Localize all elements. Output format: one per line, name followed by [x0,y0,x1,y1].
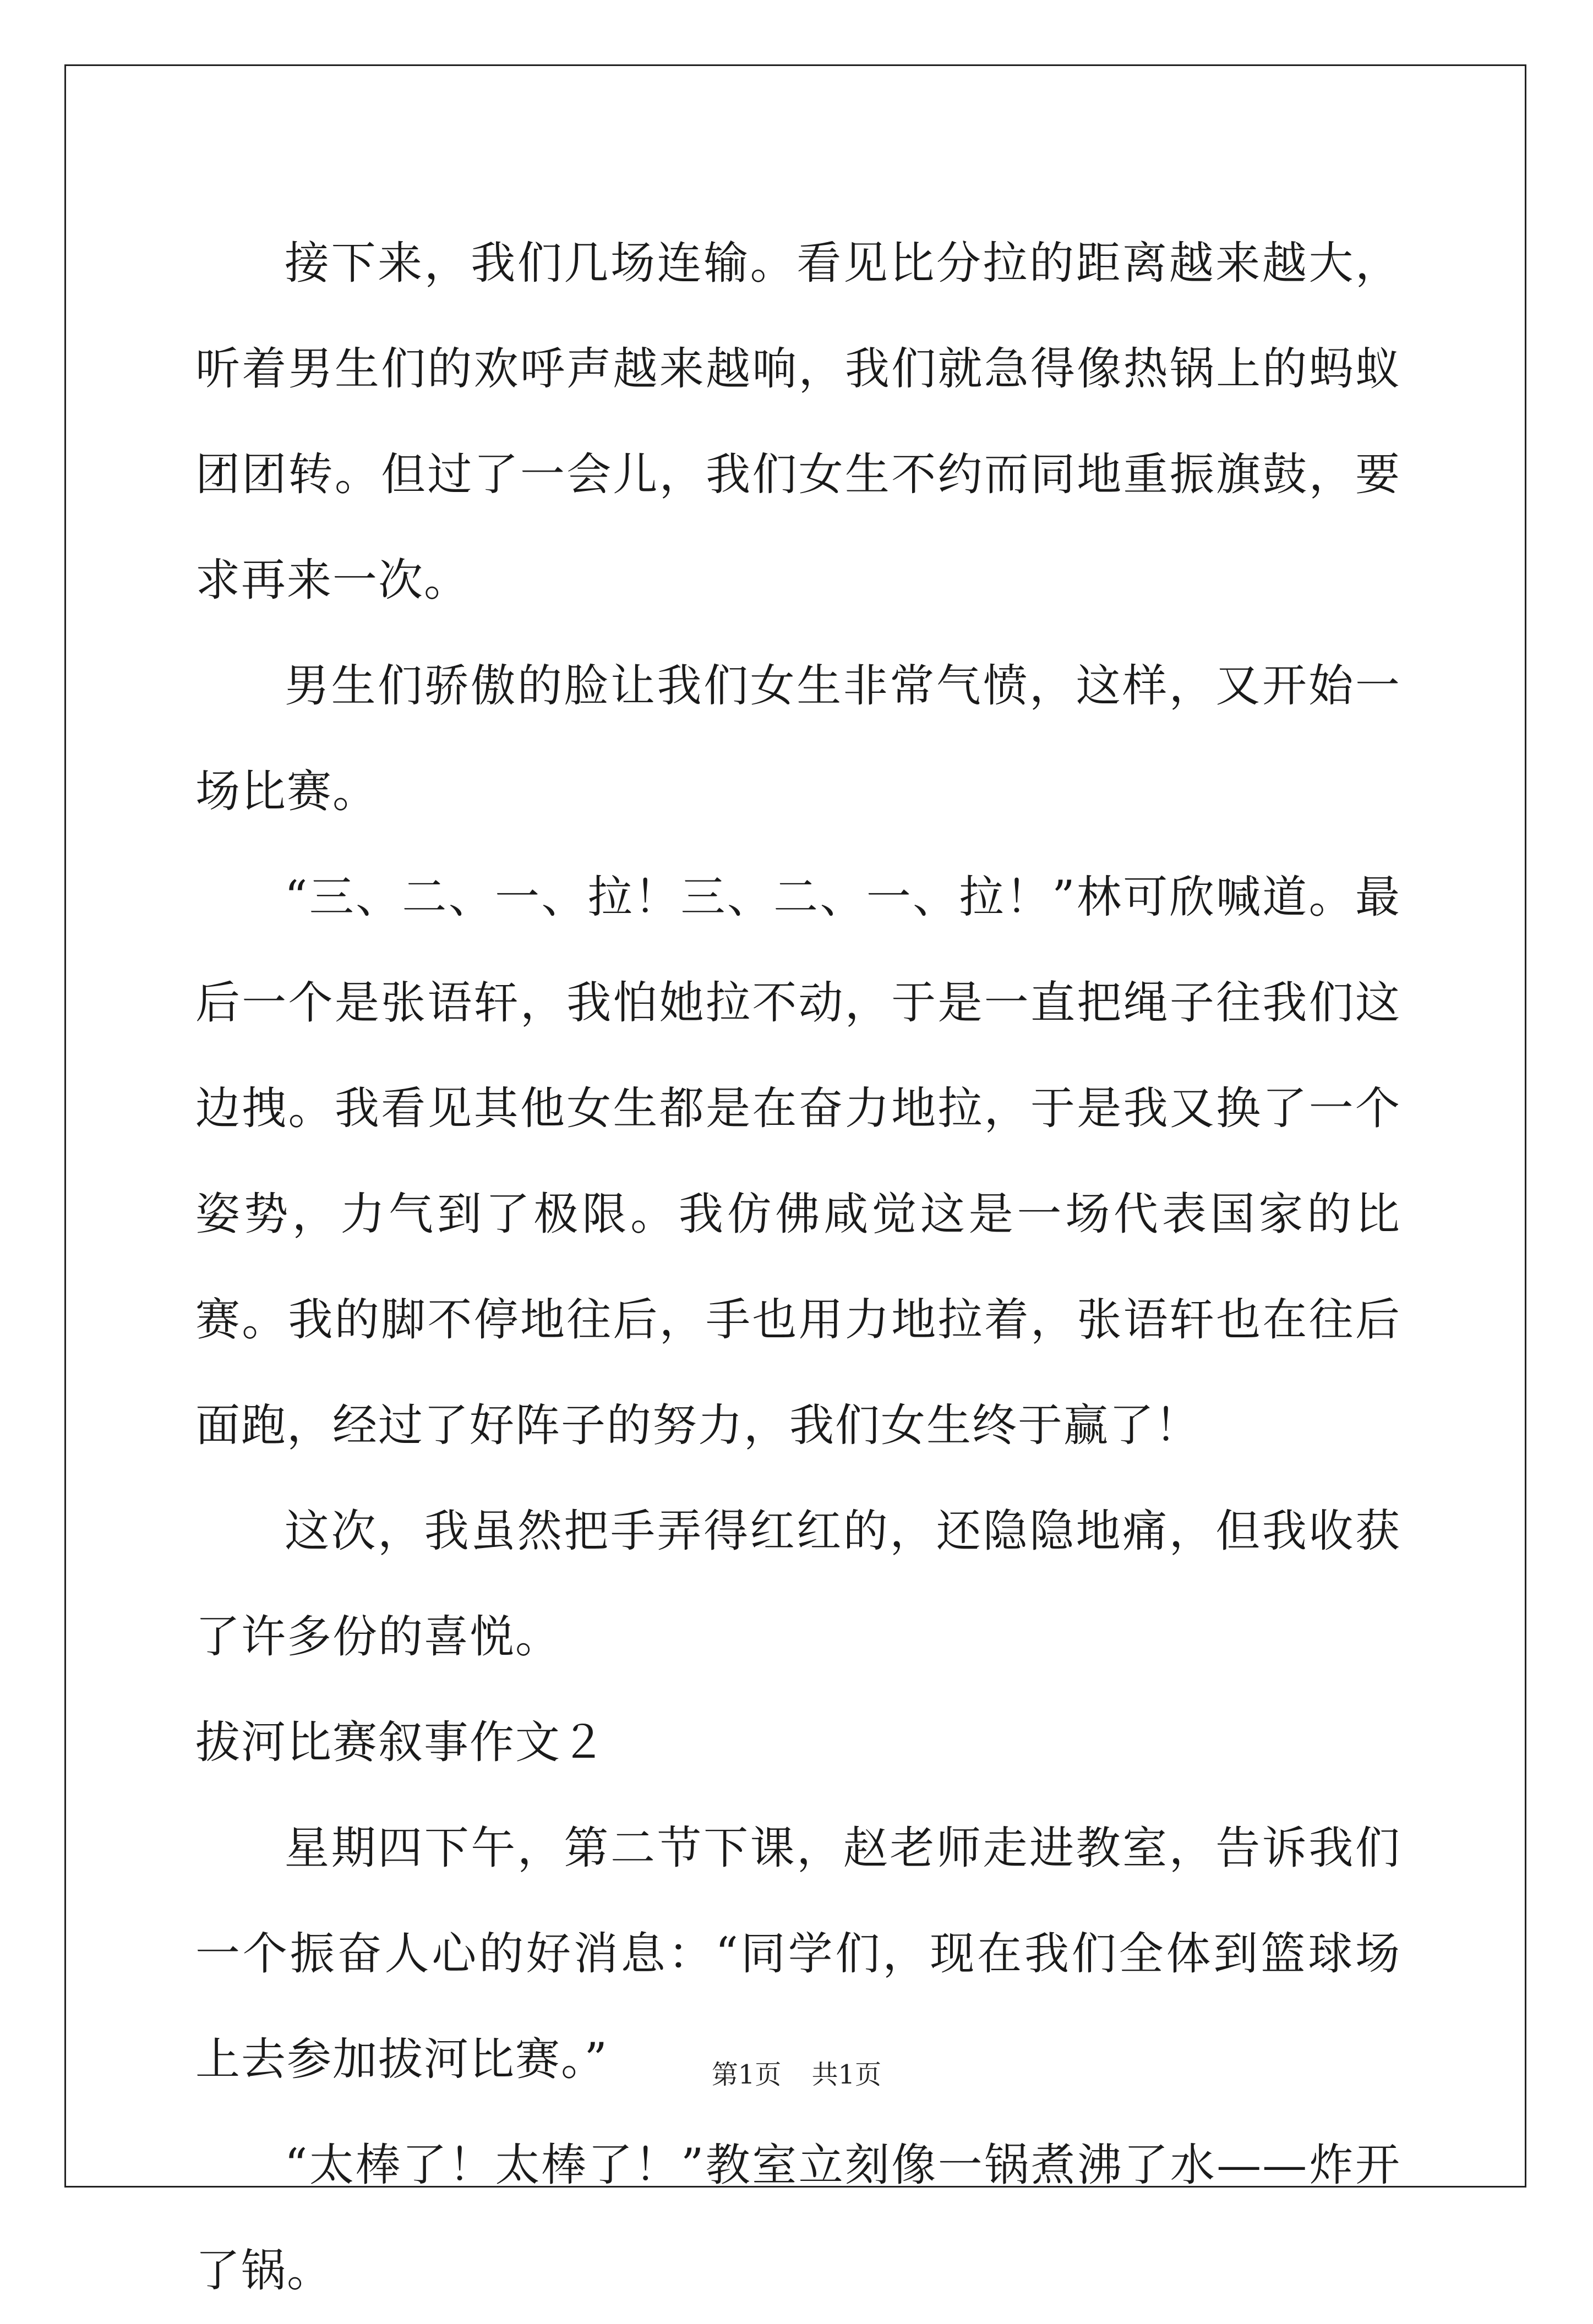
page-footer [0,2058,1593,2091]
paragraph-3: “三、二、一、拉！三、二、一、拉！”林可欣喊道。最后一个是张语轩，我怕她拉不动，于是一直把绳子往我们这边拽。我看见其他女生都是在奋力地拉，于是我又换了一个姿势，力气到了极限。我仿佛咸觉这是一场代表国家的比赛。我的脚不停地往后，手也用力地拉着，张语轩也在往后面跑，经过了好阵子的努力，我们女生终于赢了！ [195,872,1401,1452]
paragraph-5: 星期四下午，第二节下课，赵老师走进教室，告诉我们一个振奋人心的好消息：“同学们，现在我们全体到篮球场上去参加拔河比赛。” [195,1823,1401,2086]
document-body [195,211,1401,2324]
paragraph-2: 男生们骄傲的脸让我们女生非常气愤，这样，又开始一场比赛。 [195,660,1401,818]
paragraph-6: “太棒了！太棒了！”教室立刻像一锅煮沸了水——炸开了锅。 [195,2140,1401,2297]
page-total: 共1页 [811,2059,882,2090]
paragraph-1: 接下来，我们几场连输。看见比分拉的距离越来越大，听着男生们的欢呼声越来越响，我们就急得像热锅上的蚂蚁团团转。但过了一会儿，我们女生不约而同地重振旗鼓，要求再来一次。 [195,238,1401,606]
paragraph-4: 这次，我虽然把手弄得红红的，还隐隐地痛，但我收获了许多份的喜悦。 [195,1506,1401,1663]
page-number: 第1页 [711,2059,782,2090]
section-heading: 拔河比赛叙事作文２ [195,1717,607,1769]
